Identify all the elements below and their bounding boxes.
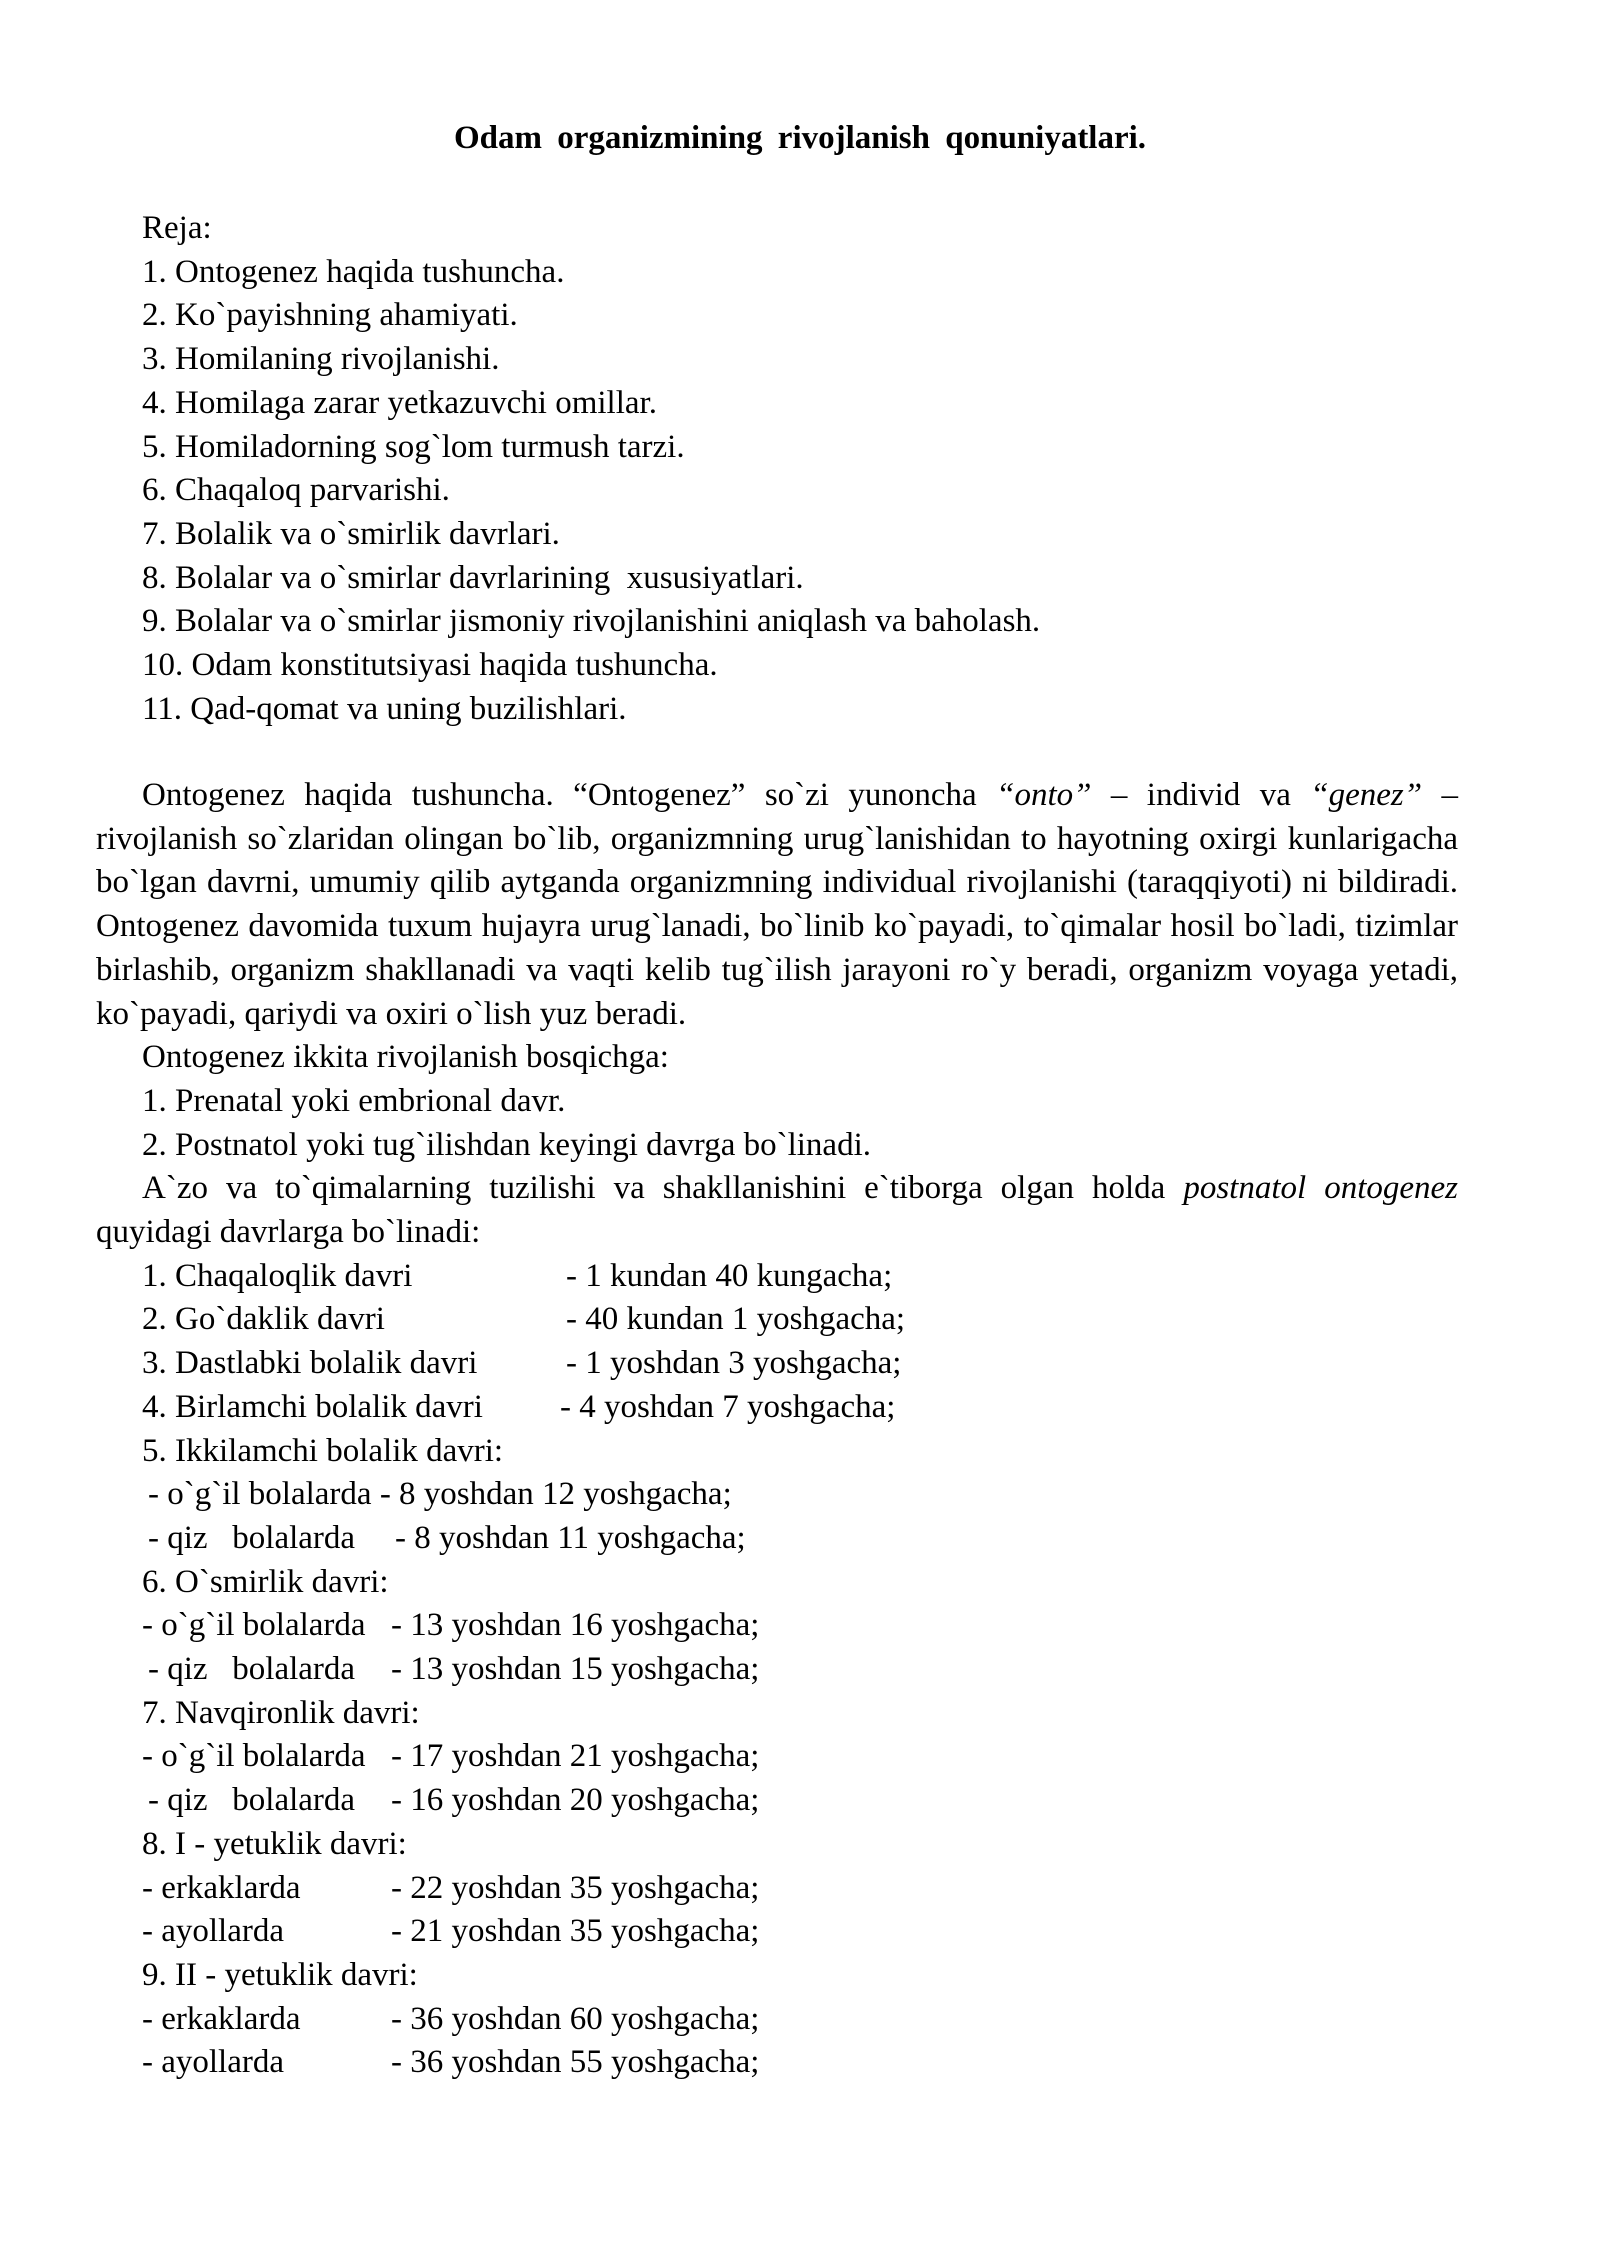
postnatal-intro-text: A`zo va to`qimalarning tuzilishi va shakllanishini e`tiborga olgan holda <box>142 1170 1184 1207</box>
period-range: - 4 yoshdan 7 yoshgacha; <box>560 1388 896 1425</box>
period-row <box>96 1604 1458 1648</box>
period-men-range: - 36 yoshdan 60 yoshgacha; <box>391 2000 760 2037</box>
period-range: - 40 kundan 1 yoshgacha; <box>566 1301 906 1338</box>
period-girls-range: - 13 yoshdan 15 yoshgacha; <box>391 1651 760 1688</box>
term-postnatol-ontogenez: postnatol ontogenez <box>1183 1170 1458 1207</box>
stages-intro: Ontogenez ikkita rivojlanish bosqichga: <box>142 1039 669 1076</box>
intro-text: – individ va <box>1091 777 1311 813</box>
period-girls-range: - 16 yoshdan 20 yoshgacha; <box>391 1782 760 1819</box>
period-name: 8. I - yetuklik davri: <box>142 1825 407 1862</box>
period-row <box>96 1517 1458 1561</box>
period-row <box>96 1867 1458 1911</box>
intro-paragraph <box>96 774 1458 1036</box>
plan-item: 4. Homilaga zarar yetkazuvchi omillar. <box>142 384 657 421</box>
plan-item: 3. Homilaning rivojlanishi. <box>142 341 500 378</box>
period-range: - 1 yoshdan 3 yoshgacha; <box>566 1345 902 1382</box>
plan-item: 6. Chaqaloq parvarishi. <box>142 472 450 509</box>
period-row <box>96 1735 1458 1779</box>
period-range: - 1 kundan 40 kungacha; <box>566 1257 893 1294</box>
postnatal-intro-text: quyidagi davrlarga bo`linadi: <box>96 1214 481 1251</box>
plan-item: 8. Bolalar va o`smirlar davrlarining xususiyatlari. <box>142 559 804 596</box>
period-row <box>96 1386 1458 1430</box>
stage-item: 1. Prenatal yoki embrional davr. <box>142 1082 566 1119</box>
period-name: 2. Go`daklik davri <box>142 1301 385 1338</box>
period-boys-range: - 17 yoshdan 21 yoshgacha; <box>391 1738 760 1775</box>
plan-item: 1. Ontogenez haqida tushuncha. <box>142 253 565 290</box>
plan-section <box>96 207 1458 731</box>
period-men-range: - 22 yoshdan 35 yoshgacha; <box>391 1869 760 1906</box>
period-boys-label: - o`g`il bolalarda <box>142 1738 366 1775</box>
plan-heading: Reja: <box>142 210 212 246</box>
period-name: 7. Navqironlik davri: <box>142 1694 420 1731</box>
period-row <box>96 2041 1458 2085</box>
postnatal-intro-paragraph <box>96 1167 1458 1254</box>
term-genez: “genez” <box>1310 777 1423 813</box>
period-women-range: - 36 yoshdan 55 yoshgacha; <box>391 2044 760 2081</box>
period-women-label: - ayollarda <box>142 2044 285 2081</box>
period-name: 9. II - yetuklik davri: <box>142 1956 418 1993</box>
main-text <box>96 774 1458 2085</box>
plan-item: 2. Ko`payishning ahamiyati. <box>142 297 518 334</box>
period-men-label: - erkaklarda <box>142 2000 301 2037</box>
period-boys-label: - o`g`il bolalarda <box>142 1607 366 1644</box>
period-row <box>96 1648 1458 1692</box>
plan-item: 7. Bolalik va o`smirlik davrlari. <box>142 515 560 552</box>
period-name: 5. Ikkilamchi bolalik davri: <box>142 1432 504 1469</box>
period-girls-range: - 8 yoshdan 11 yoshgacha; <box>395 1519 746 1556</box>
document-title: Odam organizmining rivojlanish qonuniyatlari. <box>453 120 1147 156</box>
period-boys: - o`g`il bolalarda - 8 yoshdan 12 yoshgacha; <box>148 1476 732 1513</box>
period-name: 1. Chaqaloqlik davri <box>142 1257 413 1294</box>
intro-text: Ontogenez haqida tushuncha. “Ontogenez” so`zi yunoncha <box>142 777 997 813</box>
period-row <box>96 1910 1458 1954</box>
plan-item: 5. Homiladorning sog`lom turmush tarzi. <box>142 428 685 465</box>
period-women-label: - ayollarda <box>142 1913 285 1950</box>
plan-item: 11. Qad-qomat va uning buzilishlari. <box>142 690 627 727</box>
period-girls-label: - qiz bolalarda <box>148 1651 356 1688</box>
intro-text: – rivojlanish so`zlaridan olingan bo`lib, organizmning urug`lanishidan to hayotning oxirgi kunlarigacha bo`lgan davrni, umumiy qilib aytganda organizmning individual rivojlanishi (taraqqiyoti) ni bildiradi. Ontogenez davomida tuxum hujayra urug`lanadi, bo`linib ko`payadi, to`qimalar hosil bo`ladi, tizimlar birlashib, organizm shakllanadi va vaqti kelib tug`ilish jarayoni ro`y beradi, organizm voyaga yetadi, ko`payadi, qariydi va oxiri o`lish yuz beradi. <box>96 777 1459 1032</box>
period-row <box>96 1255 1458 1299</box>
stage-item: 2. Postnatol yoki tug`ilishdan keyingi davrga bo`linadi. <box>142 1126 871 1163</box>
period-row <box>96 1779 1458 1823</box>
period-row <box>96 1998 1458 2042</box>
period-girls-label: - qiz bolalarda <box>148 1519 356 1556</box>
term-onto: “onto” <box>996 777 1092 813</box>
period-women-range: - 21 yoshdan 35 yoshgacha; <box>391 1913 760 1950</box>
period-girls-label: - qiz bolalarda <box>148 1782 356 1819</box>
plan-item: 9. Bolalar va o`smirlar jismoniy rivojlanishini aniqlash va baholash. <box>142 603 1041 640</box>
period-boys-range: - 13 yoshdan 16 yoshgacha; <box>391 1607 760 1644</box>
plan-item: 10. Odam konstitutsiyasi haqida tushuncha. <box>142 647 718 684</box>
period-row <box>96 1342 1458 1386</box>
period-name: 4. Birlamchi bolalik davri <box>142 1388 483 1425</box>
period-men-label: - erkaklarda <box>142 1869 301 1906</box>
period-name: 3. Dastlabki bolalik davri <box>142 1345 478 1382</box>
period-row <box>96 1298 1458 1342</box>
period-name: 6. O`smirlik davri: <box>142 1563 389 1600</box>
